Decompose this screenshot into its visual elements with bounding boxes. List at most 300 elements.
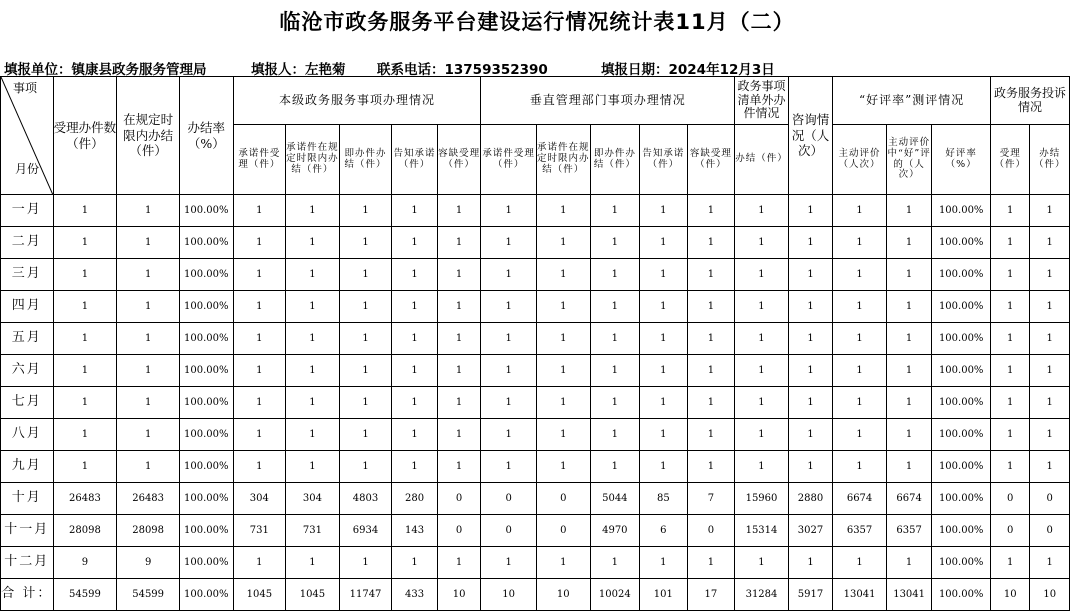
value-cell: 1 <box>590 355 640 387</box>
subheader-local-tolerance: 容缺受理（件） <box>437 125 481 195</box>
header-group-local: 本级政务服务事项办理情况 <box>233 77 481 125</box>
value-cell: 1 <box>788 291 832 323</box>
value-cell: 1 <box>886 387 932 419</box>
value-cell: 6674 <box>833 483 887 515</box>
value-cell: 1 <box>286 451 340 483</box>
value-cell: 0 <box>481 515 537 547</box>
table-row <box>1 451 1070 483</box>
value-cell: 1 <box>233 387 286 419</box>
value-cell: 0 <box>991 483 1030 515</box>
value-cell: 1 <box>437 387 481 419</box>
value-cell: 1 <box>53 355 117 387</box>
value-cell: 1 <box>991 547 1030 579</box>
value-cell: 0 <box>536 515 590 547</box>
value-cell: 1 <box>788 195 832 227</box>
value-cell: 1 <box>286 387 340 419</box>
value-cell: 100.00% <box>932 227 991 259</box>
subheader-local-instant: 即办件办结（件） <box>339 125 392 195</box>
value-cell: 1 <box>590 259 640 291</box>
value-cell: 1 <box>991 323 1030 355</box>
value-cell: 1 <box>590 227 640 259</box>
value-cell: 1 <box>536 419 590 451</box>
value-cell: 9 <box>117 547 180 579</box>
value-cell: 100.00% <box>179 323 233 355</box>
value-cell: 1 <box>481 387 537 419</box>
table-row <box>1 355 1070 387</box>
month-cell: 二月 <box>1 227 54 259</box>
header-group-complaint: 政务服务投诉情况 <box>991 77 1070 125</box>
value-cell: 1 <box>886 547 932 579</box>
value-cell: 1 <box>117 259 180 291</box>
value-cell: 1 <box>392 451 438 483</box>
value-cell: 0 <box>536 483 590 515</box>
value-cell: 1 <box>640 451 688 483</box>
value-cell: 1 <box>233 451 286 483</box>
value-cell: 1 <box>536 355 590 387</box>
value-cell: 100.00% <box>932 387 991 419</box>
value-cell: 100.00% <box>179 291 233 323</box>
value-cell: 6357 <box>833 515 887 547</box>
value-cell: 1 <box>392 547 438 579</box>
value-cell: 1 <box>437 195 481 227</box>
value-cell: 1 <box>286 547 340 579</box>
value-cell: 100.00% <box>932 483 991 515</box>
value-cell: 100.00% <box>932 547 991 579</box>
value-cell: 100.00% <box>179 483 233 515</box>
value-cell: 10 <box>991 579 1030 611</box>
month-cell: 十一月 <box>1 515 54 547</box>
value-cell: 1 <box>437 451 481 483</box>
value-cell: 1 <box>481 355 537 387</box>
value-cell: 1 <box>117 355 180 387</box>
subheader-good-rate: 好评率（%） <box>932 125 991 195</box>
value-cell: 1 <box>233 227 286 259</box>
statistics-table <box>0 76 1070 611</box>
value-cell: 1 <box>735 259 789 291</box>
value-cell: 4970 <box>590 515 640 547</box>
value-cell: 1 <box>833 387 887 419</box>
value-cell: 1 <box>886 195 932 227</box>
value-cell: 1 <box>437 227 481 259</box>
month-cell: 十月 <box>1 483 54 515</box>
value-cell: 1 <box>833 323 887 355</box>
value-cell: 1 <box>640 227 688 259</box>
value-cell: 1 <box>640 387 688 419</box>
value-cell: 15960 <box>735 483 789 515</box>
value-cell: 1 <box>481 451 537 483</box>
value-cell: 1 <box>735 355 789 387</box>
value-cell: 1 <box>833 227 887 259</box>
value-cell: 13041 <box>886 579 932 611</box>
value-cell: 100.00% <box>932 579 991 611</box>
value-cell: 1 <box>640 419 688 451</box>
value-cell: 100.00% <box>932 451 991 483</box>
subheader-local-notify: 告知承诺（件） <box>392 125 438 195</box>
table-row <box>1 291 1070 323</box>
value-cell: 9 <box>53 547 117 579</box>
value-cell: 1 <box>833 259 887 291</box>
value-cell: 10024 <box>590 579 640 611</box>
value-cell: 1 <box>687 259 735 291</box>
value-cell: 1 <box>117 323 180 355</box>
value-cell: 1 <box>687 291 735 323</box>
value-cell: 1 <box>886 419 932 451</box>
value-cell: 54599 <box>117 579 180 611</box>
header-accepted: 受理办件数（件） <box>53 77 117 195</box>
value-cell: 100.00% <box>932 291 991 323</box>
value-cell: 1 <box>991 291 1030 323</box>
value-cell: 1 <box>1030 547 1070 579</box>
value-cell: 1 <box>286 227 340 259</box>
month-cell: 八月 <box>1 419 54 451</box>
table-body <box>1 195 1070 611</box>
value-cell: 1 <box>481 547 537 579</box>
value-cell: 1 <box>233 547 286 579</box>
corner-label-month: 月份 <box>15 162 40 176</box>
value-cell: 26483 <box>53 483 117 515</box>
value-cell: 1 <box>788 355 832 387</box>
value-cell: 100.00% <box>932 323 991 355</box>
value-cell: 1 <box>536 451 590 483</box>
value-cell: 1 <box>735 291 789 323</box>
value-cell: 1 <box>53 323 117 355</box>
value-cell: 1 <box>886 291 932 323</box>
value-cell: 0 <box>481 483 537 515</box>
value-cell: 1 <box>687 195 735 227</box>
value-cell: 1 <box>833 547 887 579</box>
value-cell: 1 <box>339 547 392 579</box>
value-cell: 28098 <box>117 515 180 547</box>
month-cell: 九月 <box>1 451 54 483</box>
value-cell: 1 <box>117 291 180 323</box>
header-consult: 咨询情况（人次） <box>788 77 832 195</box>
value-cell: 1 <box>788 323 832 355</box>
value-cell: 1 <box>339 387 392 419</box>
value-cell: 1 <box>735 419 789 451</box>
value-cell: 54599 <box>53 579 117 611</box>
value-cell: 1 <box>536 259 590 291</box>
value-cell: 1 <box>991 387 1030 419</box>
value-cell: 5917 <box>788 579 832 611</box>
value-cell: 1 <box>536 323 590 355</box>
value-cell: 1 <box>392 323 438 355</box>
corner-label-item: 事项 <box>13 81 38 95</box>
value-cell: 1 <box>687 323 735 355</box>
subheader-vertical-tolerance: 容缺受理（件） <box>687 125 735 195</box>
subheader-active-evaluation: 主动评价（人次） <box>833 125 887 195</box>
value-cell: 1 <box>991 259 1030 291</box>
contact-phone: 联系电话：13759352390 <box>377 62 548 78</box>
value-cell: 100.00% <box>179 259 233 291</box>
value-cell: 1 <box>886 227 932 259</box>
value-cell: 1 <box>286 291 340 323</box>
value-cell: 1 <box>735 323 789 355</box>
value-cell: 1 <box>590 387 640 419</box>
value-cell: 1 <box>687 387 735 419</box>
value-cell: 1 <box>687 547 735 579</box>
table-row <box>1 387 1070 419</box>
value-cell: 1 <box>53 451 117 483</box>
value-cell: 1 <box>1030 387 1070 419</box>
value-cell: 1 <box>481 419 537 451</box>
value-cell: 1 <box>788 451 832 483</box>
value-cell: 101 <box>640 579 688 611</box>
value-cell: 1 <box>788 227 832 259</box>
value-cell: 6674 <box>886 483 932 515</box>
value-cell: 1 <box>991 451 1030 483</box>
value-cell: 1 <box>735 451 789 483</box>
value-cell: 1 <box>392 355 438 387</box>
value-cell: 1 <box>392 387 438 419</box>
value-cell: 1 <box>536 291 590 323</box>
subheader-local-promise-ontime: 承诺件在规定时限内办结（件） <box>286 125 340 195</box>
value-cell: 1 <box>117 227 180 259</box>
value-cell: 1 <box>536 195 590 227</box>
value-cell: 6 <box>640 515 688 547</box>
value-cell: 1 <box>991 227 1030 259</box>
value-cell: 0 <box>687 515 735 547</box>
month-cell: 五月 <box>1 323 54 355</box>
value-cell: 1 <box>886 355 932 387</box>
value-cell: 1 <box>833 291 887 323</box>
value-cell: 1 <box>687 419 735 451</box>
value-cell: 1 <box>886 259 932 291</box>
value-cell: 1 <box>788 547 832 579</box>
value-cell: 1 <box>590 195 640 227</box>
value-cell: 1 <box>437 323 481 355</box>
value-cell: 100.00% <box>932 419 991 451</box>
value-cell: 1 <box>481 195 537 227</box>
value-cell: 1 <box>286 259 340 291</box>
value-cell: 6357 <box>886 515 932 547</box>
value-cell: 1 <box>640 195 688 227</box>
value-cell: 1 <box>339 195 392 227</box>
value-cell: 100.00% <box>179 579 233 611</box>
reporting-unit: 填报单位：镇康县政务服务管理局 <box>4 62 207 78</box>
subheader-complaint-finish: 办结（件） <box>1030 125 1070 195</box>
month-cell: 合 计： <box>1 579 54 611</box>
value-cell: 1 <box>392 227 438 259</box>
value-cell: 1 <box>117 419 180 451</box>
value-cell: 26483 <box>117 483 180 515</box>
table-row <box>1 419 1070 451</box>
subheader-complaint-accept: 受理（件） <box>991 125 1030 195</box>
value-cell: 1 <box>886 323 932 355</box>
value-cell: 1 <box>640 547 688 579</box>
subheader-local-promise: 承诺件受理（件） <box>233 125 286 195</box>
value-cell: 1 <box>286 419 340 451</box>
value-cell: 1 <box>886 451 932 483</box>
value-cell: 1 <box>233 259 286 291</box>
value-cell: 1 <box>392 195 438 227</box>
value-cell: 1 <box>991 355 1030 387</box>
value-cell: 1 <box>437 259 481 291</box>
value-cell: 0 <box>437 483 481 515</box>
value-cell: 731 <box>286 515 340 547</box>
value-cell: 1 <box>590 547 640 579</box>
value-cell: 1 <box>339 227 392 259</box>
value-cell: 1 <box>233 291 286 323</box>
value-cell: 100.00% <box>932 195 991 227</box>
value-cell: 1 <box>437 547 481 579</box>
value-cell: 1 <box>53 259 117 291</box>
value-cell: 1 <box>788 419 832 451</box>
value-cell: 1 <box>339 323 392 355</box>
value-cell: 1 <box>1030 195 1070 227</box>
value-cell: 1 <box>536 547 590 579</box>
value-cell: 1 <box>437 355 481 387</box>
value-cell: 1 <box>53 291 117 323</box>
value-cell: 1 <box>437 291 481 323</box>
value-cell: 1 <box>233 323 286 355</box>
value-cell: 304 <box>233 483 286 515</box>
value-cell: 1045 <box>233 579 286 611</box>
table-row <box>1 323 1070 355</box>
month-cell: 一月 <box>1 195 54 227</box>
value-cell: 100.00% <box>932 515 991 547</box>
value-cell: 1 <box>640 355 688 387</box>
value-cell: 1 <box>833 419 887 451</box>
value-cell: 100.00% <box>179 547 233 579</box>
value-cell: 85 <box>640 483 688 515</box>
month-cell: 三月 <box>1 259 54 291</box>
value-cell: 1 <box>481 291 537 323</box>
page-title: 临沧市政务服务平台建设运行情况统计表11月（二） <box>279 10 795 34</box>
value-cell: 100.00% <box>932 259 991 291</box>
value-cell: 1 <box>117 387 180 419</box>
table-row <box>1 259 1070 291</box>
table-row <box>1 547 1070 579</box>
value-cell: 1 <box>640 323 688 355</box>
value-cell: 1 <box>339 419 392 451</box>
table-row <box>1 483 1070 515</box>
value-cell: 1 <box>481 259 537 291</box>
value-cell: 1 <box>392 419 438 451</box>
value-cell: 31284 <box>735 579 789 611</box>
header-group-vertical: 垂直管理部门事项办理情况 <box>481 77 735 125</box>
value-cell: 433 <box>392 579 438 611</box>
value-cell: 1 <box>286 323 340 355</box>
value-cell: 731 <box>233 515 286 547</box>
value-cell: 100.00% <box>179 195 233 227</box>
value-cell: 1 <box>53 387 117 419</box>
value-cell: 100.00% <box>932 355 991 387</box>
value-cell: 1 <box>233 355 286 387</box>
month-cell: 十二月 <box>1 547 54 579</box>
value-cell: 1 <box>437 419 481 451</box>
value-cell: 1 <box>735 387 789 419</box>
value-cell: 1 <box>590 323 640 355</box>
value-cell: 1 <box>481 227 537 259</box>
value-cell: 1 <box>1030 227 1070 259</box>
value-cell: 1 <box>536 387 590 419</box>
value-cell: 280 <box>392 483 438 515</box>
value-cell: 1 <box>339 451 392 483</box>
value-cell: 1 <box>286 355 340 387</box>
value-cell: 1 <box>339 355 392 387</box>
subheader-vertical-notify: 告知承诺（件） <box>640 125 688 195</box>
value-cell: 4803 <box>339 483 392 515</box>
value-cell: 1 <box>833 195 887 227</box>
value-cell: 1 <box>1030 451 1070 483</box>
value-cell: 10 <box>437 579 481 611</box>
table-row <box>1 515 1070 547</box>
value-cell: 1 <box>1030 419 1070 451</box>
value-cell: 1 <box>788 387 832 419</box>
month-cell: 七月 <box>1 387 54 419</box>
value-cell: 2880 <box>788 483 832 515</box>
subheader-list-outside-done: 办结（件） <box>735 125 789 195</box>
value-cell: 6934 <box>339 515 392 547</box>
value-cell: 1 <box>640 259 688 291</box>
month-cell: 四月 <box>1 291 54 323</box>
reporter-name: 填报人：左艳菊 <box>251 62 346 78</box>
value-cell: 1 <box>687 227 735 259</box>
value-cell: 10 <box>481 579 537 611</box>
value-cell: 1 <box>640 291 688 323</box>
value-cell: 1 <box>339 259 392 291</box>
value-cell: 100.00% <box>179 419 233 451</box>
header-on-time: 在规定时限内办结（件） <box>117 77 180 195</box>
value-cell: 304 <box>286 483 340 515</box>
value-cell: 5044 <box>590 483 640 515</box>
header-group-good-rate: “好评率”测评情况 <box>833 77 991 125</box>
value-cell: 1 <box>687 355 735 387</box>
value-cell: 11747 <box>339 579 392 611</box>
value-cell: 1 <box>53 195 117 227</box>
value-cell: 1 <box>1030 259 1070 291</box>
value-cell: 1 <box>735 547 789 579</box>
value-cell: 1 <box>286 195 340 227</box>
value-cell: 1045 <box>286 579 340 611</box>
value-cell: 100.00% <box>179 387 233 419</box>
value-cell: 10 <box>536 579 590 611</box>
value-cell: 100.00% <box>179 515 233 547</box>
value-cell: 1 <box>590 291 640 323</box>
table-row <box>1 227 1070 259</box>
value-cell: 1 <box>117 451 180 483</box>
value-cell: 1 <box>590 451 640 483</box>
value-cell: 1 <box>1030 355 1070 387</box>
header-list-outside: 政务事项清单外办件情况 <box>735 77 789 125</box>
value-cell: 100.00% <box>179 451 233 483</box>
value-cell: 1 <box>788 259 832 291</box>
value-cell: 100.00% <box>179 227 233 259</box>
value-cell: 1 <box>481 323 537 355</box>
value-cell: 0 <box>1030 483 1070 515</box>
value-cell: 1 <box>833 451 887 483</box>
value-cell: 1 <box>735 227 789 259</box>
value-cell: 17 <box>687 579 735 611</box>
header-corner <box>1 77 54 195</box>
value-cell: 1 <box>1030 291 1070 323</box>
month-cell: 六月 <box>1 355 54 387</box>
report-date: 填报日期：2024年12月3日 <box>601 62 775 78</box>
value-cell: 1 <box>1030 323 1070 355</box>
subheader-vertical-promise: 承诺件受理（件） <box>481 125 537 195</box>
value-cell: 7 <box>687 483 735 515</box>
subheader-vertical-instant: 即办件办结（件） <box>590 125 640 195</box>
value-cell: 1 <box>339 291 392 323</box>
value-cell: 1 <box>233 195 286 227</box>
value-cell: 1 <box>687 451 735 483</box>
value-cell: 1 <box>833 355 887 387</box>
value-cell: 1 <box>233 419 286 451</box>
value-cell: 13041 <box>833 579 887 611</box>
value-cell: 1 <box>53 419 117 451</box>
value-cell: 0 <box>1030 515 1070 547</box>
value-cell: 1 <box>590 419 640 451</box>
